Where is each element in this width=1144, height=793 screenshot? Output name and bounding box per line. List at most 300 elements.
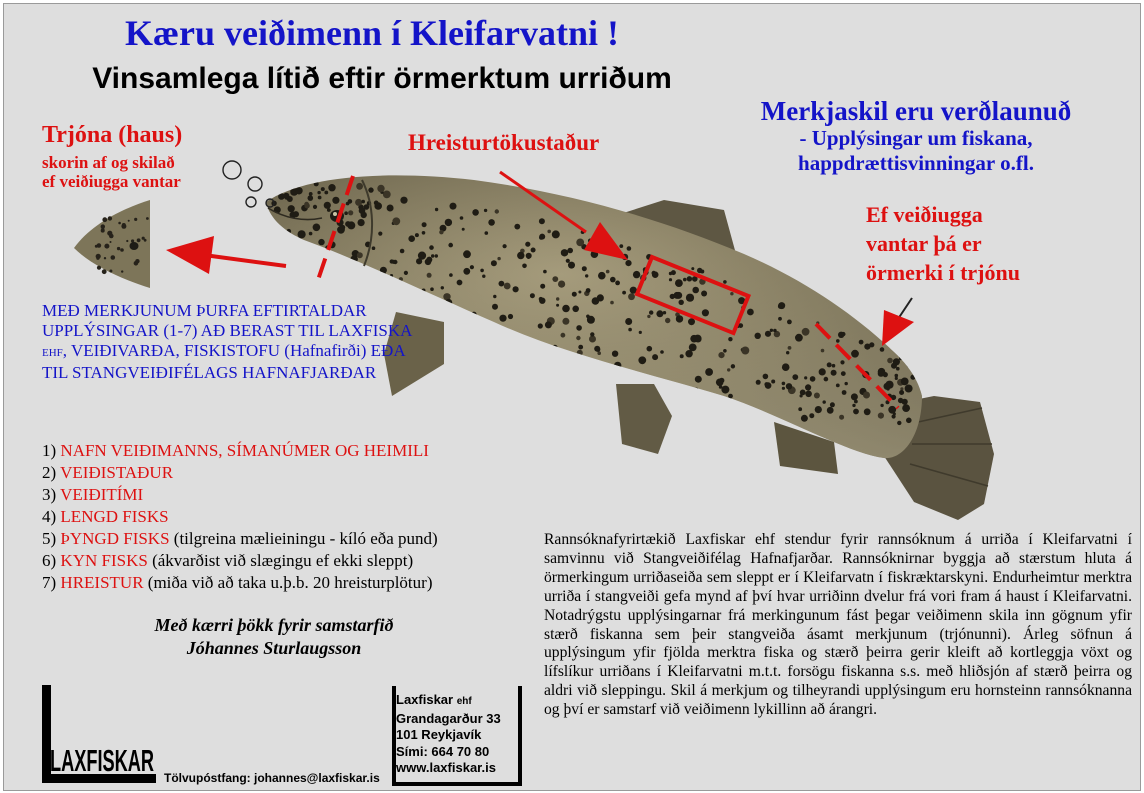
trout-spot: [878, 413, 884, 419]
trout-spot: [675, 292, 682, 299]
trout-spot: [798, 407, 802, 411]
trout-spot: [788, 346, 792, 350]
research-description: Rannsóknafyrirtækið Laxfiskar ehf stendur fyrir rannsóknum á urriða í Kleifarvatni í samvinnu við Stangveiðifélag Hafnafjarðar. Rannsóknirnar byggja að stærstum hluta á örmerkingum urriðaseiða sem sleppt er í Kleifarvatn í fiskræktarskyni. Endurheimtur merktra urriða í stangveiði gefa mynd af því hvar urriðinn dvelur frá vori fram á haust í Kleifarvatni. Notadrýgstu upplýsingarnar frá merkingunum fást þegar veiðimenn skila inn gögnum yfir stærð fiskanna sem þeir stangveiða ásamt merkjunum (trjónunni). Árleg söfnun á upplýsingum yfir fjölda merktra fiska og stærð þeirra gerir kleift að kortleggja vöxt og lífslíkur urriðans í Kleifarvatni m.t.t. forsögu fiskanna s.s. með hliðsjón af stærð þeirra og aldri við sleppingu. Skil á merkjum og tilheyrandi upplýsingum eru hornsteinn rannsóknanna og því er samstarf við veiðimenn lykillinn að árangri.: [544, 531, 1132, 719]
snout-spot: [95, 245, 98, 248]
trout-spot: [864, 344, 870, 350]
trout-spot: [538, 323, 543, 328]
trout-spot: [540, 284, 545, 289]
trout-spot: [771, 380, 775, 384]
trout-spot: [318, 239, 324, 245]
trout-spot: [318, 196, 322, 200]
snout-spot: [146, 217, 149, 220]
trout-spot: [547, 356, 551, 360]
trout-spot: [910, 375, 915, 380]
contact-address: [396, 692, 501, 777]
trout-spot: [679, 300, 684, 305]
trout-spot: [539, 297, 543, 301]
trout-spot: [576, 325, 582, 331]
trout-spot: [878, 370, 885, 377]
bubble: [223, 161, 241, 179]
trout-spot: [441, 286, 444, 289]
trout-spot: [425, 259, 432, 266]
trout-spot: [728, 337, 732, 341]
snout-spot: [121, 224, 126, 229]
email-line: Tölvupóstfang: johannes@laxfiskar.is: [164, 771, 380, 785]
trout-spot: [840, 360, 844, 364]
trout-spot: [832, 364, 836, 368]
trout-spot: [497, 257, 500, 260]
list-item: [42, 528, 562, 550]
trout-spot: [445, 299, 452, 306]
trout-spot: [286, 183, 293, 190]
trout-spot: [472, 209, 479, 216]
trout-spot: [450, 203, 457, 210]
list-item: [42, 506, 562, 528]
finclip-note: [866, 200, 1046, 287]
trout-spot: [647, 346, 653, 352]
trout-spot: [309, 192, 313, 196]
trout-spot: [568, 262, 575, 269]
trout-spot: [852, 404, 855, 407]
trout-spot: [841, 332, 845, 336]
trout-spot: [399, 277, 403, 281]
item-number: 2): [42, 463, 57, 482]
trout-spot: [392, 294, 396, 298]
trout-spot: [313, 224, 321, 232]
trout-spot: [440, 315, 444, 319]
trout-spot: [525, 242, 530, 247]
trout-spot: [492, 304, 498, 310]
trout-spot: [705, 400, 710, 405]
trout-spot: [429, 245, 434, 250]
trout-spot: [683, 278, 687, 282]
trout-spot: [610, 301, 614, 305]
trout-spot: [539, 235, 543, 239]
trout-spot: [345, 221, 351, 227]
thanks-signature: [64, 614, 484, 660]
finclip-note-line: örmerki í trjónu: [866, 260, 1020, 285]
trout-spot: [695, 376, 702, 383]
trout-spot: [665, 318, 670, 323]
trout-spot: [295, 187, 302, 194]
trout-spot: [344, 211, 348, 215]
item-number: 6): [42, 551, 57, 570]
trout-spot: [721, 386, 729, 394]
trout-spot: [369, 272, 374, 277]
list-item: [42, 462, 562, 484]
trout-spot: [587, 316, 595, 324]
reward-line: - Upplýsingar um fiskana,: [799, 126, 1033, 150]
snout-spot: [135, 259, 139, 263]
trout-spot: [400, 249, 405, 254]
reward-block: [704, 96, 1128, 176]
trout-spot: [742, 404, 745, 407]
trout-spot: [660, 350, 664, 354]
trout-spot: [891, 363, 897, 369]
item-note: (miða við að taka u.þ.b. 20 hreisturplötur): [147, 573, 433, 592]
trout-spot: [887, 358, 893, 364]
trout-spot: [372, 246, 376, 250]
trout-spot: [368, 187, 373, 192]
trout-spot: [638, 356, 646, 364]
trout-spot: [896, 367, 900, 371]
trout-spot: [842, 390, 847, 395]
snout-spot: [102, 217, 107, 222]
trout-spot: [293, 211, 299, 217]
list-item: [42, 440, 562, 462]
trout-spot: [566, 259, 570, 263]
trout-spot: [457, 280, 463, 286]
trout-spot: [619, 244, 623, 248]
trout-spot: [765, 331, 771, 337]
trout-spot: [556, 297, 559, 300]
trout-spot: [517, 252, 524, 259]
trout-spot: [723, 280, 727, 284]
thanks-line: Með kærri þökk fyrir samstarfið: [154, 615, 394, 635]
trout-spot: [827, 362, 832, 367]
trout-spot: [424, 300, 429, 305]
trout-spot: [563, 353, 569, 359]
trout-spot: [895, 374, 899, 378]
trout-spot: [639, 331, 642, 334]
snout-spot: [101, 228, 104, 231]
snout-cut: [74, 200, 150, 288]
trout-spot: [324, 202, 331, 209]
trout-spot: [763, 374, 769, 380]
trout-spot: [591, 360, 598, 367]
snout-spot: [126, 240, 128, 242]
trout-spot: [764, 382, 768, 386]
trout-spot: [561, 333, 566, 338]
trout-spot: [692, 287, 699, 294]
trout-spot: [431, 254, 434, 257]
trout-spot: [649, 310, 653, 314]
trout-spot: [514, 224, 520, 230]
trout-spot: [747, 309, 754, 316]
trout-spot: [499, 315, 506, 322]
trout-spot: [691, 267, 694, 270]
trout-spot: [556, 304, 559, 307]
trout-spot: [606, 270, 610, 274]
trout-spot: [851, 393, 858, 400]
trout-spot: [863, 392, 870, 399]
trout-spot: [899, 390, 904, 395]
trout-spot: [859, 340, 864, 345]
trout-spot: [815, 406, 822, 413]
trout-spot: [499, 281, 505, 287]
trout-spot: [488, 219, 495, 226]
company-name: Laxfiskar: [396, 692, 454, 707]
trout-spot: [701, 291, 707, 297]
snout-spot: [121, 270, 123, 272]
company-line: [396, 692, 501, 711]
trout-spot: [346, 202, 350, 206]
snout-spot: [104, 244, 109, 249]
item-label: KYN FISKS: [60, 551, 148, 570]
pelvic-fin: [616, 384, 672, 454]
trout-spot: [552, 345, 557, 350]
trout-spot: [716, 379, 724, 387]
trout-spot: [552, 276, 558, 282]
trout-spot: [853, 409, 859, 415]
trout-spot: [864, 408, 871, 415]
laxfiskar-logo: [40, 685, 160, 785]
trout-spot: [435, 208, 438, 211]
item-label: NAFN VEIÐIMANNS, SÍMANÚMER OG HEIMILI: [60, 441, 429, 460]
trout-spot: [322, 250, 325, 253]
trout-spot: [308, 195, 314, 201]
trout-spot: [357, 252, 363, 258]
trout-spot: [422, 289, 426, 293]
reward-line: happdrættisvinningar o.fl.: [798, 151, 1034, 175]
bubble: [248, 177, 262, 191]
tag-instructions-text: , VEIÐIVARÐA, FISKISTOFU (Hafnafirði) EÐA TIL STANGVEIÐIFÉLAGS HAFNAFJARÐAR: [42, 341, 405, 382]
trout-spot: [610, 379, 613, 382]
trout-spot: [512, 342, 519, 349]
snout-spot: [104, 257, 106, 259]
trout-spot: [332, 197, 339, 204]
snout-spot: [97, 266, 101, 270]
trout-spot: [597, 351, 601, 355]
trout-spot: [277, 185, 280, 188]
trout-spot: [801, 415, 808, 422]
trout-spot: [430, 287, 434, 291]
trout-spot: [392, 217, 400, 225]
trout-spot: [552, 230, 560, 238]
page-title: Kæru veiðimenn í Kleifarvatni !: [125, 13, 619, 53]
trout-spot: [309, 232, 313, 236]
snout-spot: [110, 241, 112, 243]
trout-spot: [443, 319, 446, 322]
trout-spot: [503, 244, 507, 248]
trout-spot: [718, 352, 724, 358]
trout-spot: [348, 210, 353, 215]
trout-spot: [400, 197, 407, 204]
trout-spot: [778, 302, 785, 309]
item-label: HREISTUR: [60, 573, 144, 592]
snout-spot: [107, 231, 112, 236]
snout-note: [42, 153, 181, 191]
trout-spot: [493, 295, 496, 298]
reward-title: Merkjaskil eru verðlaunuð: [760, 96, 1072, 126]
trout-spot: [615, 365, 619, 369]
trout-spot: [361, 200, 365, 204]
trout-spot: [482, 275, 485, 278]
page-subtitle: Vinsamlega lítið eftir örmerktum urriðum: [92, 62, 672, 95]
trout-spot: [821, 349, 825, 353]
snout-spot: [102, 269, 107, 274]
snout-spot: [128, 220, 130, 222]
trout-spot: [830, 402, 835, 407]
trout-spot: [586, 288, 591, 293]
trout-spot: [805, 391, 812, 398]
trout-spot: [281, 189, 285, 193]
snout-spot: [111, 255, 116, 260]
trout-spot: [727, 368, 730, 371]
postal-city: 101 Reykjavík: [396, 727, 482, 742]
trout-spot: [756, 380, 761, 385]
trout-spot: [625, 318, 632, 325]
trout-spot: [470, 265, 474, 269]
trout-spot: [380, 290, 385, 295]
trout-spot: [526, 253, 532, 259]
trout-spot: [728, 394, 733, 399]
required-info-list: [42, 440, 562, 594]
trout-spot: [814, 393, 820, 399]
trout-spot: [439, 230, 443, 234]
trout-spot: [810, 376, 816, 382]
trout-spot: [304, 202, 309, 207]
item-number: 3): [42, 485, 57, 504]
trout-spot: [884, 383, 891, 390]
trout-spot: [836, 384, 840, 388]
trout-spot: [599, 368, 607, 376]
trout-spot: [778, 317, 782, 321]
trout-spot: [663, 389, 667, 393]
trout-spot: [317, 191, 320, 194]
trout-spot: [513, 286, 519, 292]
trout-spot: [702, 309, 709, 316]
item-number: 7): [42, 573, 57, 592]
trout-spot: [400, 295, 406, 301]
trout-spot: [422, 222, 427, 227]
trout-spot: [383, 191, 391, 199]
trout-spot: [374, 202, 382, 210]
trout-spot: [287, 229, 292, 234]
trout-spot: [463, 268, 470, 275]
trout-spot: [652, 271, 656, 275]
trout-spot: [802, 328, 810, 336]
snout-spot: [120, 248, 124, 252]
tag-instructions-ehf: EHF: [42, 347, 63, 359]
trout-spot: [782, 382, 786, 386]
arrow-to-adipose: [882, 310, 914, 346]
trout-spot: [484, 209, 487, 212]
trout-spot: [695, 388, 699, 392]
trout-spot: [502, 343, 507, 348]
trout-spot: [447, 316, 453, 322]
poster: [3, 3, 1141, 791]
trout-spot: [377, 185, 384, 192]
trout-spot: [387, 205, 394, 212]
trout-spot: [558, 281, 565, 288]
trout-spot: [824, 377, 829, 382]
trout-spot: [731, 364, 735, 368]
trout-spot: [280, 174, 285, 179]
trout-spot: [404, 271, 408, 275]
trout-spot: [374, 280, 382, 288]
snout-spot: [109, 270, 112, 273]
finclip-note-line: Ef veiðiugga: [866, 202, 983, 227]
trout-spot: [625, 260, 631, 266]
trout-spot: [831, 370, 837, 376]
street-address: Grandagarður 33: [396, 710, 501, 726]
item-label: ÞYNGD FISKS: [60, 529, 170, 548]
trout-spot: [695, 336, 701, 342]
trout-spot: [495, 329, 502, 336]
trout-spot: [841, 371, 846, 376]
item-number: 4): [42, 507, 57, 526]
trout-spot: [463, 250, 471, 258]
trout-spot: [471, 312, 476, 317]
trout-spot: [491, 260, 497, 266]
trout-spot: [314, 181, 319, 186]
list-item: [42, 572, 562, 594]
trout-spot: [504, 283, 511, 290]
item-note: (tilgreina mælieiningu - kíló eða pund): [173, 529, 438, 548]
trout-spot: [545, 321, 552, 328]
snout-spot: [108, 216, 112, 220]
trout-spot: [298, 230, 306, 238]
trout-spot: [495, 209, 499, 213]
trout-spot: [676, 315, 683, 322]
scale-sample-label: Hreisturtökustaður: [408, 130, 600, 155]
snout-spot: [134, 218, 137, 221]
trout-spot: [448, 243, 453, 248]
company-suffix: ehf: [456, 696, 472, 707]
trout-spot: [880, 404, 883, 407]
trout-spot: [805, 384, 811, 390]
trout-spot: [477, 328, 481, 332]
trout-spot: [697, 268, 702, 273]
trout-spot: [435, 254, 438, 257]
trout-spot: [337, 226, 345, 234]
trout-spot: [755, 333, 761, 339]
trout-spot: [585, 274, 588, 277]
trout-spot: [415, 233, 419, 237]
trout-spot: [572, 306, 579, 313]
snout-heading: Trjóna (haus): [42, 122, 183, 148]
item-label: VEIÐITÍMI: [60, 485, 144, 504]
trout-spot: [462, 228, 465, 231]
trout-spot: [390, 274, 393, 277]
trout-spot: [422, 231, 426, 235]
trout-spot: [572, 292, 577, 297]
trout-spot: [524, 340, 531, 347]
trout-spot: [543, 270, 547, 274]
trout-spot: [347, 259, 354, 266]
trout-spot: [880, 347, 885, 352]
trout-spot: [576, 373, 584, 381]
trout-spot: [628, 293, 635, 300]
trout-spot: [839, 415, 844, 420]
trout-spot: [427, 273, 432, 278]
trout-spot: [741, 347, 749, 355]
trout-spot: [367, 273, 371, 277]
trout-spot: [278, 193, 285, 200]
trout-spot: [669, 278, 672, 281]
trout-spot: [899, 357, 902, 360]
trout-spot: [905, 385, 913, 393]
trout-spot: [449, 273, 453, 277]
trout-spot: [663, 311, 666, 314]
trout-spot: [324, 191, 328, 195]
trout-spot: [288, 205, 295, 212]
list-item: [42, 484, 562, 506]
trout-spot: [770, 329, 773, 332]
trout-spot: [851, 350, 859, 358]
trout-spot: [480, 269, 484, 273]
trout-spot: [800, 394, 803, 397]
phone-number: Sími: 664 70 80: [396, 743, 490, 759]
trout-spot: [723, 349, 727, 353]
trout-spot: [633, 271, 640, 278]
trout-spot: [827, 407, 834, 414]
list-item: [42, 550, 562, 572]
trout-spot: [845, 382, 848, 385]
trout-spot: [582, 266, 587, 271]
item-note: (ákvarðist við slægingu ef ekki sleppt): [152, 551, 414, 570]
